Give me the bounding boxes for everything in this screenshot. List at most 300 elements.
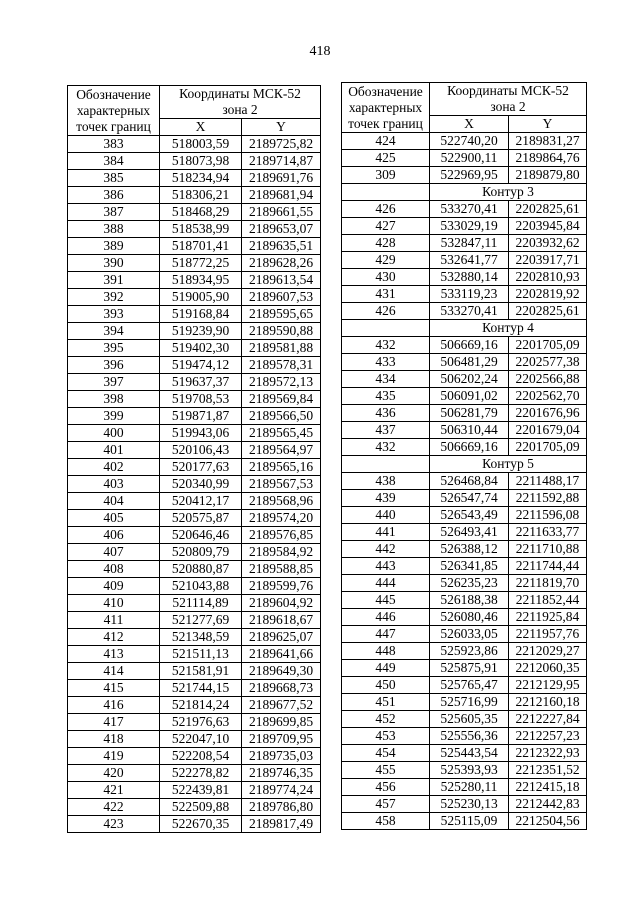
y-coordinate-cell: 2189588,85 bbox=[242, 561, 321, 578]
table-row bbox=[342, 422, 587, 439]
point-id-cell: 388 bbox=[68, 221, 160, 238]
x-coordinate-cell: 522278,82 bbox=[160, 765, 242, 782]
table-row bbox=[342, 558, 587, 575]
x-coordinate-cell: 521114,89 bbox=[160, 595, 242, 612]
y-coordinate-cell: 2189565,45 bbox=[242, 425, 321, 442]
y-coordinate-cell: 2202825,61 bbox=[509, 201, 587, 218]
table-row bbox=[342, 796, 587, 813]
table-row bbox=[68, 238, 321, 255]
x-coordinate-cell: 519474,12 bbox=[160, 357, 242, 374]
point-id-cell: 432 bbox=[342, 439, 430, 456]
point-id-cell: 401 bbox=[68, 442, 160, 459]
y-coordinate-cell: 2211596,08 bbox=[509, 507, 587, 524]
point-id-cell: 389 bbox=[68, 238, 160, 255]
table-row bbox=[68, 187, 321, 204]
y-coordinate-cell: 2211592,88 bbox=[509, 490, 587, 507]
x-coordinate-cell: 525115,09 bbox=[430, 813, 509, 830]
x-coordinate-cell: 518003,59 bbox=[160, 136, 242, 153]
y-coordinate-cell: 2211710,88 bbox=[509, 541, 587, 558]
contour-row bbox=[342, 320, 587, 337]
y-coordinate-cell: 2212504,56 bbox=[509, 813, 587, 830]
point-id-cell: 420 bbox=[68, 765, 160, 782]
x-coordinate-cell: 522740,20 bbox=[430, 133, 509, 150]
point-id-cell: 457 bbox=[342, 796, 430, 813]
point-id-cell: 418 bbox=[68, 731, 160, 748]
x-coordinate-cell: 518468,29 bbox=[160, 204, 242, 221]
point-id-cell: 429 bbox=[342, 252, 430, 269]
point-id-cell: 402 bbox=[68, 459, 160, 476]
y-coordinate-cell: 2201705,09 bbox=[509, 337, 587, 354]
table-row bbox=[68, 680, 321, 697]
y-coordinate-cell: 2189725,82 bbox=[242, 136, 321, 153]
x-coordinate-cell: 526547,74 bbox=[430, 490, 509, 507]
x-coordinate-cell: 521348,59 bbox=[160, 629, 242, 646]
x-coordinate-cell: 521814,24 bbox=[160, 697, 242, 714]
table-row bbox=[68, 272, 321, 289]
table-row bbox=[68, 136, 321, 153]
table-row bbox=[342, 337, 587, 354]
point-id-cell: 450 bbox=[342, 677, 430, 694]
table-row bbox=[68, 357, 321, 374]
contour-label: Контур 5 bbox=[430, 456, 587, 473]
point-id-cell: 446 bbox=[342, 609, 430, 626]
y-coordinate-cell: 2189774,24 bbox=[242, 782, 321, 799]
y-coordinate-cell: 2211925,84 bbox=[509, 609, 587, 626]
table-row bbox=[342, 303, 587, 320]
x-coordinate-cell: 519943,06 bbox=[160, 425, 242, 442]
point-id-cell: 385 bbox=[68, 170, 160, 187]
point-id-cell: 422 bbox=[68, 799, 160, 816]
x-coordinate-cell: 506281,79 bbox=[430, 405, 509, 422]
x-column-header: X bbox=[160, 119, 242, 136]
x-coordinate-cell: 518934,95 bbox=[160, 272, 242, 289]
x-coordinate-cell: 518073,98 bbox=[160, 153, 242, 170]
coordinates-header bbox=[160, 86, 321, 119]
table-row bbox=[68, 459, 321, 476]
x-coordinate-cell: 526543,49 bbox=[430, 507, 509, 524]
x-coordinate-cell: 520575,87 bbox=[160, 510, 242, 527]
point-id-cell: 421 bbox=[68, 782, 160, 799]
y-coordinate-cell: 2189677,52 bbox=[242, 697, 321, 714]
table-row bbox=[342, 609, 587, 626]
y-coordinate-cell: 2202562,70 bbox=[509, 388, 587, 405]
table-row bbox=[68, 391, 321, 408]
right-table-body bbox=[342, 133, 587, 830]
table-row bbox=[68, 612, 321, 629]
x-coordinate-cell: 506669,16 bbox=[430, 337, 509, 354]
x-coordinate-cell: 532641,77 bbox=[430, 252, 509, 269]
left-table-body bbox=[68, 136, 321, 833]
y-coordinate-cell: 2189569,84 bbox=[242, 391, 321, 408]
point-id-cell: 431 bbox=[342, 286, 430, 303]
point-id-cell: 443 bbox=[342, 558, 430, 575]
contour-label: Контур 4 bbox=[430, 320, 587, 337]
y-coordinate-cell: 2189568,96 bbox=[242, 493, 321, 510]
y-coordinate-cell: 2189567,53 bbox=[242, 476, 321, 493]
point-id-cell: 433 bbox=[342, 354, 430, 371]
x-coordinate-cell: 533119,23 bbox=[430, 286, 509, 303]
table-row bbox=[342, 201, 587, 218]
x-coordinate-cell: 520646,46 bbox=[160, 527, 242, 544]
x-coordinate-cell: 520412,17 bbox=[160, 493, 242, 510]
contour-row bbox=[342, 184, 587, 201]
x-coordinate-cell: 520177,63 bbox=[160, 459, 242, 476]
table-row bbox=[68, 765, 321, 782]
designation-header-line: Обозначение bbox=[348, 83, 423, 99]
y-coordinate-cell: 2189714,87 bbox=[242, 153, 321, 170]
point-id-cell: 417 bbox=[68, 714, 160, 731]
table-row bbox=[342, 677, 587, 694]
x-coordinate-cell: 526080,46 bbox=[430, 609, 509, 626]
point-id-cell: 452 bbox=[342, 711, 430, 728]
table-row bbox=[68, 782, 321, 799]
table-row bbox=[342, 541, 587, 558]
designation-header-line: точек границ bbox=[348, 115, 423, 131]
point-id-cell: 387 bbox=[68, 204, 160, 221]
contour-row bbox=[342, 456, 587, 473]
y-coordinate-cell: 2189576,85 bbox=[242, 527, 321, 544]
designation-header-line: Обозначение bbox=[76, 86, 151, 102]
y-coordinate-cell: 2212415,18 bbox=[509, 779, 587, 796]
y-coordinate-cell: 2189628,26 bbox=[242, 255, 321, 272]
y-coordinate-cell: 2189581,88 bbox=[242, 340, 321, 357]
table-row bbox=[342, 711, 587, 728]
point-id-cell: 442 bbox=[342, 541, 430, 558]
table-row bbox=[342, 405, 587, 422]
y-coordinate-cell: 2189572,13 bbox=[242, 374, 321, 391]
table-row bbox=[68, 799, 321, 816]
x-coordinate-cell: 521277,69 bbox=[160, 612, 242, 629]
table-row bbox=[68, 595, 321, 612]
table-row bbox=[342, 660, 587, 677]
x-coordinate-cell: 506310,44 bbox=[430, 422, 509, 439]
point-id-cell: 396 bbox=[68, 357, 160, 374]
point-id-cell: 453 bbox=[342, 728, 430, 745]
table-row bbox=[68, 510, 321, 527]
designation-header bbox=[342, 83, 430, 133]
y-coordinate-cell: 2189709,95 bbox=[242, 731, 321, 748]
y-coordinate-cell: 2189817,49 bbox=[242, 816, 321, 833]
x-coordinate-cell: 520340,99 bbox=[160, 476, 242, 493]
point-id-cell: 403 bbox=[68, 476, 160, 493]
x-coordinate-cell: 518306,21 bbox=[160, 187, 242, 204]
x-coordinate-cell: 533270,41 bbox=[430, 303, 509, 320]
y-coordinate-cell: 2212351,52 bbox=[509, 762, 587, 779]
x-coordinate-cell: 521043,88 bbox=[160, 578, 242, 595]
x-coordinate-cell: 525923,86 bbox=[430, 643, 509, 660]
point-id-cell: 456 bbox=[342, 779, 430, 796]
x-coordinate-cell: 525230,13 bbox=[430, 796, 509, 813]
point-id-cell: 407 bbox=[68, 544, 160, 561]
table-row bbox=[68, 731, 321, 748]
x-coordinate-cell: 520880,87 bbox=[160, 561, 242, 578]
table-row bbox=[342, 745, 587, 762]
point-id-cell: 455 bbox=[342, 762, 430, 779]
y-coordinate-cell: 2212227,84 bbox=[509, 711, 587, 728]
table-row bbox=[68, 323, 321, 340]
x-coordinate-cell: 519637,37 bbox=[160, 374, 242, 391]
point-id-cell: 451 bbox=[342, 694, 430, 711]
x-coordinate-cell: 526468,84 bbox=[430, 473, 509, 490]
table-row bbox=[342, 235, 587, 252]
coordinates-table-right bbox=[341, 82, 587, 830]
y-coordinate-cell: 2212160,18 bbox=[509, 694, 587, 711]
x-coordinate-cell: 522047,10 bbox=[160, 731, 242, 748]
y-coordinate-cell: 2189735,03 bbox=[242, 748, 321, 765]
point-id-cell: 437 bbox=[342, 422, 430, 439]
point-id-cell: 400 bbox=[68, 425, 160, 442]
coordinates-header-line: зона 2 bbox=[222, 102, 258, 117]
point-id-cell: 426 bbox=[342, 303, 430, 320]
table-row bbox=[68, 561, 321, 578]
table-row bbox=[68, 748, 321, 765]
point-id-cell: 392 bbox=[68, 289, 160, 306]
point-id-cell: 415 bbox=[68, 680, 160, 697]
table-row bbox=[342, 439, 587, 456]
table-row bbox=[342, 354, 587, 371]
y-coordinate-cell: 2211744,44 bbox=[509, 558, 587, 575]
x-coordinate-cell: 526235,23 bbox=[430, 575, 509, 592]
table-row bbox=[342, 524, 587, 541]
x-coordinate-cell: 518701,41 bbox=[160, 238, 242, 255]
point-id-cell: 430 bbox=[342, 269, 430, 286]
y-coordinate-cell: 2202566,88 bbox=[509, 371, 587, 388]
x-coordinate-cell: 525443,54 bbox=[430, 745, 509, 762]
coordinates-header-line: зона 2 bbox=[490, 99, 526, 114]
x-coordinate-cell: 525393,93 bbox=[430, 762, 509, 779]
point-id-cell: 426 bbox=[342, 201, 430, 218]
x-coordinate-cell: 525765,47 bbox=[430, 677, 509, 694]
y-coordinate-cell: 2212322,93 bbox=[509, 745, 587, 762]
coordinates-table-left bbox=[67, 85, 321, 833]
y-coordinate-cell: 2189668,73 bbox=[242, 680, 321, 697]
y-coordinate-cell: 2189831,27 bbox=[509, 133, 587, 150]
point-id-cell: 436 bbox=[342, 405, 430, 422]
point-id-cell: 449 bbox=[342, 660, 430, 677]
y-coordinate-cell: 2189879,80 bbox=[509, 167, 587, 184]
x-coordinate-cell: 525875,91 bbox=[430, 660, 509, 677]
x-coordinate-cell: 519168,84 bbox=[160, 306, 242, 323]
contour-label: Контур 3 bbox=[430, 184, 587, 201]
point-id-cell: 428 bbox=[342, 235, 430, 252]
point-id-cell: 398 bbox=[68, 391, 160, 408]
table-row bbox=[68, 629, 321, 646]
table-row bbox=[68, 697, 321, 714]
table-row bbox=[342, 286, 587, 303]
table-row bbox=[68, 816, 321, 833]
table-row bbox=[342, 762, 587, 779]
table-row bbox=[342, 167, 587, 184]
coordinates-header-line: Координаты МСК-52 bbox=[447, 83, 569, 98]
point-id-cell: 435 bbox=[342, 388, 430, 405]
point-id-cell: 394 bbox=[68, 323, 160, 340]
point-id-cell: 399 bbox=[68, 408, 160, 425]
point-id-cell: 395 bbox=[68, 340, 160, 357]
x-coordinate-cell: 506202,24 bbox=[430, 371, 509, 388]
y-coordinate-cell: 2189599,76 bbox=[242, 578, 321, 595]
contour-spacer-cell bbox=[342, 184, 430, 201]
y-coordinate-cell: 2189661,55 bbox=[242, 204, 321, 221]
point-id-cell: 440 bbox=[342, 507, 430, 524]
table-row bbox=[342, 269, 587, 286]
table-row bbox=[342, 626, 587, 643]
table-row bbox=[342, 592, 587, 609]
y-coordinate-cell: 2189565,16 bbox=[242, 459, 321, 476]
table-row bbox=[342, 218, 587, 235]
table-row bbox=[68, 255, 321, 272]
table-row bbox=[68, 425, 321, 442]
x-coordinate-cell: 532880,14 bbox=[430, 269, 509, 286]
point-id-cell: 309 bbox=[342, 167, 430, 184]
x-coordinate-cell: 526341,85 bbox=[430, 558, 509, 575]
y-coordinate-cell: 2189691,76 bbox=[242, 170, 321, 187]
table-row bbox=[68, 578, 321, 595]
table-row bbox=[342, 133, 587, 150]
point-id-cell: 411 bbox=[68, 612, 160, 629]
designation-header-line: характерных bbox=[348, 99, 423, 115]
point-id-cell: 458 bbox=[342, 813, 430, 830]
x-coordinate-cell: 521581,91 bbox=[160, 663, 242, 680]
x-coordinate-cell: 525605,35 bbox=[430, 711, 509, 728]
point-id-cell: 383 bbox=[68, 136, 160, 153]
y-coordinate-cell: 2189607,53 bbox=[242, 289, 321, 306]
y-coordinate-cell: 2201676,96 bbox=[509, 405, 587, 422]
table-row bbox=[68, 204, 321, 221]
table-row bbox=[68, 306, 321, 323]
y-coordinate-cell: 2189590,88 bbox=[242, 323, 321, 340]
point-id-cell: 416 bbox=[68, 697, 160, 714]
designation-header bbox=[68, 86, 160, 136]
point-id-cell: 448 bbox=[342, 643, 430, 660]
y-coordinate-cell: 2203945,84 bbox=[509, 218, 587, 235]
table-row bbox=[342, 643, 587, 660]
contour-spacer-cell bbox=[342, 456, 430, 473]
point-id-cell: 397 bbox=[68, 374, 160, 391]
table-row bbox=[68, 544, 321, 561]
point-id-cell: 438 bbox=[342, 473, 430, 490]
y-coordinate-cell: 2189578,31 bbox=[242, 357, 321, 374]
x-coordinate-cell: 520106,43 bbox=[160, 442, 242, 459]
y-coordinate-cell: 2212129,95 bbox=[509, 677, 587, 694]
contour-spacer-cell bbox=[342, 320, 430, 337]
table-row bbox=[68, 289, 321, 306]
point-id-cell: 412 bbox=[68, 629, 160, 646]
coordinates-header-line: Координаты МСК-52 bbox=[179, 86, 301, 101]
x-coordinate-cell: 519871,87 bbox=[160, 408, 242, 425]
table-row bbox=[68, 442, 321, 459]
y-coordinate-cell: 2189641,66 bbox=[242, 646, 321, 663]
x-coordinate-cell: 526188,38 bbox=[430, 592, 509, 609]
y-column-header: Y bbox=[509, 116, 587, 133]
point-id-cell: 441 bbox=[342, 524, 430, 541]
x-coordinate-cell: 518538,99 bbox=[160, 221, 242, 238]
table-row bbox=[68, 663, 321, 680]
point-id-cell: 386 bbox=[68, 187, 160, 204]
designation-header-line: точек границ bbox=[76, 118, 151, 134]
table-row bbox=[342, 150, 587, 167]
coordinates-header bbox=[430, 83, 587, 116]
point-id-cell: 409 bbox=[68, 578, 160, 595]
designation-header-line: характерных bbox=[76, 102, 151, 118]
x-coordinate-cell: 522900,11 bbox=[430, 150, 509, 167]
point-id-cell: 410 bbox=[68, 595, 160, 612]
x-coordinate-cell: 526033,05 bbox=[430, 626, 509, 643]
point-id-cell: 384 bbox=[68, 153, 160, 170]
x-coordinate-cell: 519402,30 bbox=[160, 340, 242, 357]
y-coordinate-cell: 2203917,71 bbox=[509, 252, 587, 269]
y-coordinate-cell: 2189595,65 bbox=[242, 306, 321, 323]
y-coordinate-cell: 2211633,77 bbox=[509, 524, 587, 541]
table-row bbox=[68, 527, 321, 544]
y-coordinate-cell: 2211488,17 bbox=[509, 473, 587, 490]
y-coordinate-cell: 2189786,80 bbox=[242, 799, 321, 816]
y-coordinate-cell: 2189746,35 bbox=[242, 765, 321, 782]
point-id-cell: 405 bbox=[68, 510, 160, 527]
point-id-cell: 393 bbox=[68, 306, 160, 323]
table-row bbox=[68, 714, 321, 731]
x-coordinate-cell: 506669,16 bbox=[430, 439, 509, 456]
y-coordinate-cell: 2202819,92 bbox=[509, 286, 587, 303]
x-coordinate-cell: 520809,79 bbox=[160, 544, 242, 561]
point-id-cell: 447 bbox=[342, 626, 430, 643]
table-row bbox=[342, 371, 587, 388]
y-coordinate-cell: 2189681,94 bbox=[242, 187, 321, 204]
x-coordinate-cell: 506091,02 bbox=[430, 388, 509, 405]
y-coordinate-cell: 2189613,54 bbox=[242, 272, 321, 289]
y-coordinate-cell: 2202577,38 bbox=[509, 354, 587, 371]
table-row bbox=[68, 340, 321, 357]
point-id-cell: 390 bbox=[68, 255, 160, 272]
table-row bbox=[342, 507, 587, 524]
y-coordinate-cell: 2212060,35 bbox=[509, 660, 587, 677]
point-id-cell: 424 bbox=[342, 133, 430, 150]
y-coordinate-cell: 2189653,07 bbox=[242, 221, 321, 238]
y-coordinate-cell: 2211852,44 bbox=[509, 592, 587, 609]
table-row bbox=[342, 575, 587, 592]
table-row bbox=[68, 646, 321, 663]
y-coordinate-cell: 2189574,20 bbox=[242, 510, 321, 527]
x-column-header: X bbox=[430, 116, 509, 133]
y-coordinate-cell: 2189699,85 bbox=[242, 714, 321, 731]
y-coordinate-cell: 2189618,67 bbox=[242, 612, 321, 629]
point-id-cell: 454 bbox=[342, 745, 430, 762]
y-coordinate-cell: 2189864,76 bbox=[509, 150, 587, 167]
y-coordinate-cell: 2189566,50 bbox=[242, 408, 321, 425]
y-coordinate-cell: 2189604,92 bbox=[242, 595, 321, 612]
y-coordinate-cell: 2212257,23 bbox=[509, 728, 587, 745]
y-coordinate-cell: 2211819,70 bbox=[509, 575, 587, 592]
y-column-header: Y bbox=[242, 119, 321, 136]
table-row bbox=[68, 493, 321, 510]
table-row bbox=[68, 170, 321, 187]
y-coordinate-cell: 2189635,51 bbox=[242, 238, 321, 255]
y-coordinate-cell: 2189625,07 bbox=[242, 629, 321, 646]
x-coordinate-cell: 518772,25 bbox=[160, 255, 242, 272]
table-row bbox=[342, 388, 587, 405]
point-id-cell: 414 bbox=[68, 663, 160, 680]
x-coordinate-cell: 525280,11 bbox=[430, 779, 509, 796]
x-coordinate-cell: 532847,11 bbox=[430, 235, 509, 252]
x-coordinate-cell: 522208,54 bbox=[160, 748, 242, 765]
point-id-cell: 427 bbox=[342, 218, 430, 235]
x-coordinate-cell: 522439,81 bbox=[160, 782, 242, 799]
point-id-cell: 406 bbox=[68, 527, 160, 544]
y-coordinate-cell: 2212442,83 bbox=[509, 796, 587, 813]
point-id-cell: 425 bbox=[342, 150, 430, 167]
table-row bbox=[68, 153, 321, 170]
table-row bbox=[342, 252, 587, 269]
x-coordinate-cell: 526493,41 bbox=[430, 524, 509, 541]
